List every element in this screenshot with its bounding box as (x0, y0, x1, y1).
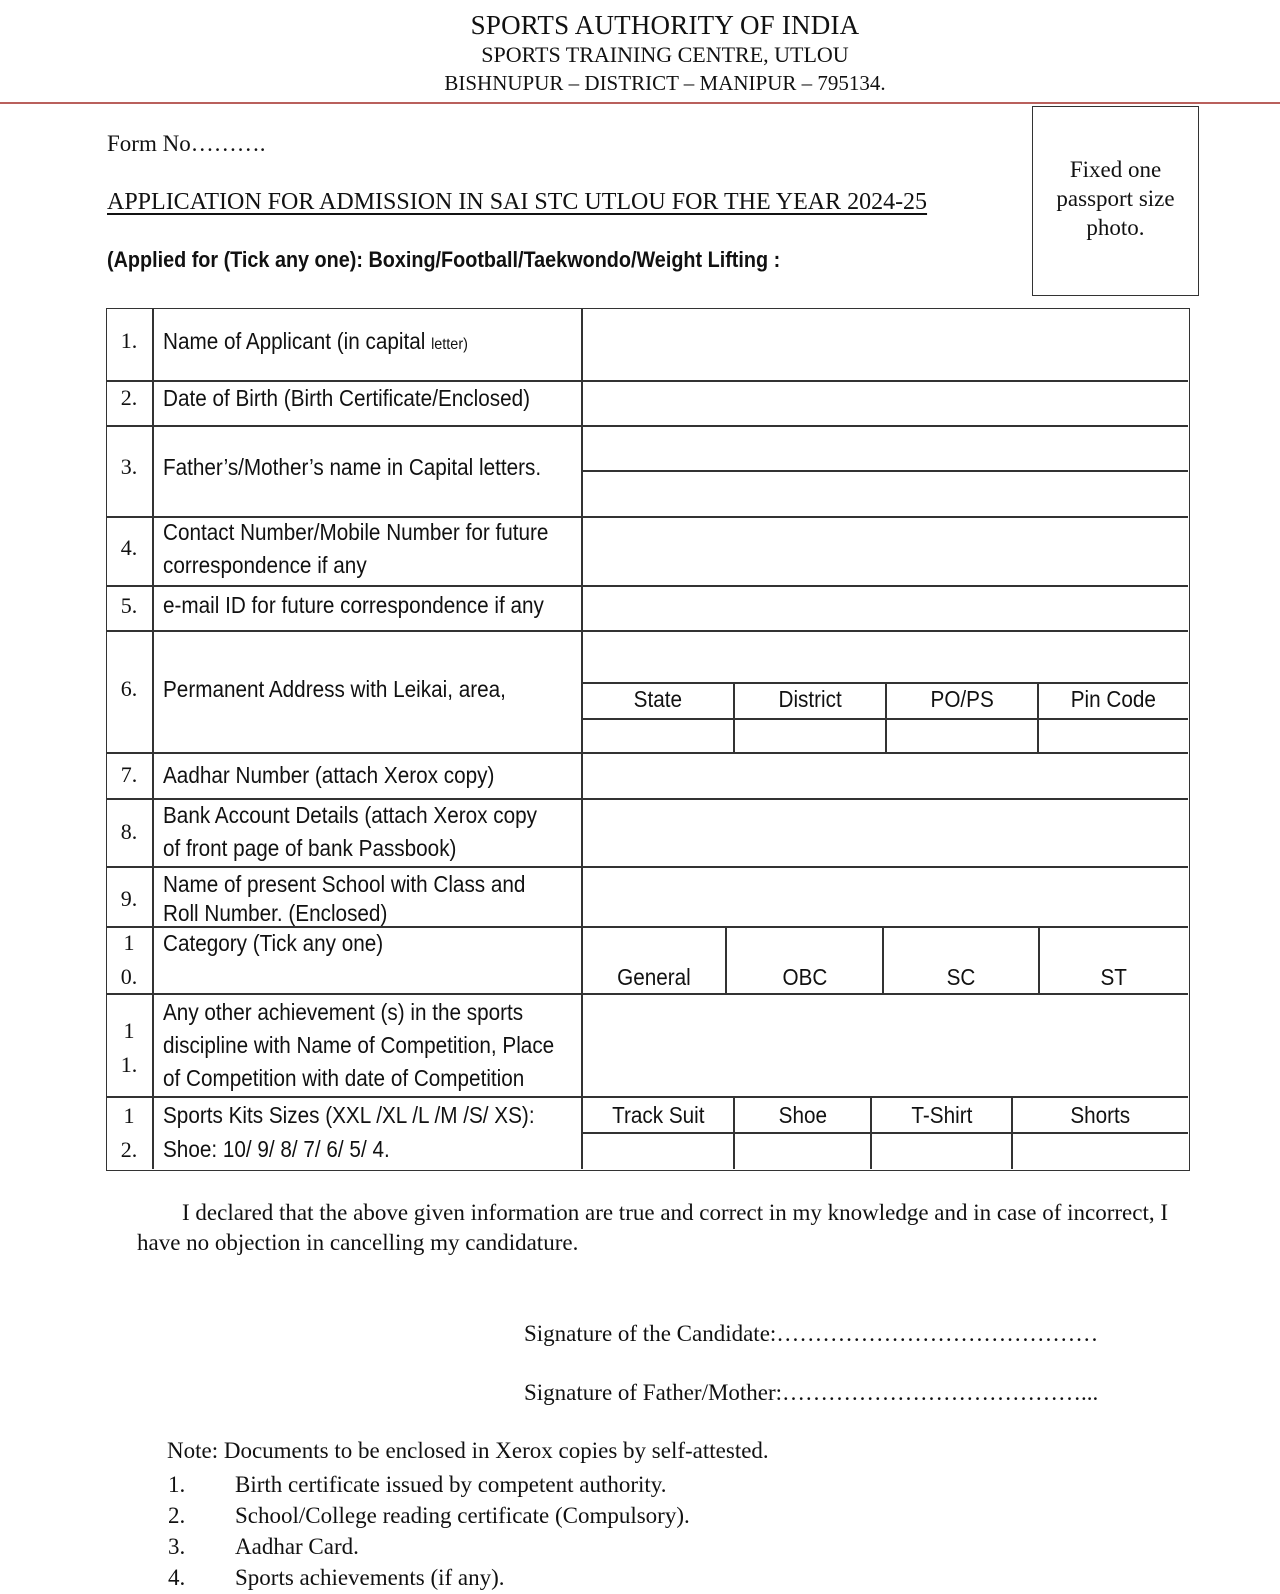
address-col-pin-code: Pin Code (1070, 686, 1156, 712)
category-option-st[interactable]: ST (1100, 964, 1127, 990)
row-number: 2. (120, 385, 138, 410)
row-number: 1 (123, 1018, 135, 1043)
state-field[interactable] (582, 719, 732, 751)
row-number: 5. (120, 593, 138, 618)
row-divider (107, 1096, 1188, 1098)
row-number: 6. (120, 676, 138, 701)
row-number: 2. (120, 1137, 138, 1162)
row-label: of Competition with date of Competition (163, 1065, 525, 1091)
row-label: correspondence if any (163, 552, 367, 578)
school-field[interactable] (582, 867, 1188, 924)
father-name-field[interactable] (582, 426, 1188, 468)
photo-box-label: Fixed one passport size photo. (1056, 157, 1175, 240)
list-item: 2. School/College reading certificate (Compulsory). (168, 1503, 690, 1528)
district-field[interactable] (734, 719, 884, 751)
address-col-po-ps: PO/PS (930, 686, 994, 712)
row-number: 4. (120, 535, 138, 560)
pin-code-field[interactable] (1038, 719, 1188, 751)
row-number: 9. (120, 886, 138, 911)
row-label: e-mail ID for future correspondence if any (163, 592, 544, 618)
date-of-birth-field[interactable] (582, 381, 1188, 423)
header-rule (0, 102, 1280, 104)
list-item: 3. Aadhar Card. (168, 1534, 359, 1559)
documents-list (168, 1469, 690, 1593)
row-label: Date of Birth (Birth Certificate/Enclosed) (163, 385, 531, 411)
list-item: 4. Sports achievements (if any). (168, 1565, 505, 1590)
list-item: 1. Birth certificate issued by competent authority. (168, 1472, 667, 1497)
row-number: 7. (120, 762, 138, 787)
category-option-general[interactable]: General (617, 964, 691, 990)
row-label: of front page of bank Passbook) (163, 835, 457, 861)
row-number: 1 (123, 1103, 135, 1128)
number-column-divider (152, 309, 154, 1169)
row-label: Shoe: 10/ 9/ 8/ 7/ 6/ 5/ 4. (163, 1136, 390, 1162)
shoe-size-field[interactable] (734, 1133, 869, 1169)
row-number: 8. (120, 819, 138, 844)
bank-account-field[interactable] (582, 799, 1188, 864)
row-number: 1. (120, 1052, 138, 1077)
row-number: 1 (123, 930, 135, 955)
category-option-sc[interactable]: SC (946, 964, 976, 990)
kit-col-t-shirt: T-Shirt (911, 1102, 972, 1128)
kit-col-shorts: Shorts (1070, 1102, 1130, 1128)
org-name: SPORTS AUTHORITY OF INDIA (470, 10, 860, 40)
signature-candidate-line[interactable]: Signature of the Candidate:…………………………………… (524, 1321, 1099, 1346)
email-field[interactable] (582, 586, 1188, 628)
row-label: Father’s/Mother’s name in Capital letters. (163, 454, 542, 480)
aadhar-number-field[interactable] (582, 753, 1188, 796)
row-label-small: letter) (431, 336, 468, 353)
applicant-name-field[interactable] (582, 310, 1188, 378)
shorts-size-field[interactable] (1012, 1133, 1188, 1169)
photo-box[interactable] (1032, 106, 1199, 296)
declaration-text: I declared that the above given information are true and correct in my knowledge and in case of incorrect, I have no objection in cancelling my candidature. (137, 1200, 1169, 1255)
kit-col-shoe: Shoe (778, 1102, 827, 1128)
signature-parent-line[interactable]: Signature of Father/Mother:…………………………………... (524, 1380, 1099, 1405)
note-heading: Note: Documents to be enclosed in Xerox copies by self-attested. (167, 1438, 769, 1463)
category-option-obc[interactable]: OBC (782, 964, 827, 990)
form-number: Form No………. (107, 131, 266, 156)
row-label: discipline with Name of Competition, Place (163, 1032, 555, 1058)
row-label: Category (Tick any one) (163, 930, 384, 956)
row-label-text: Name of Applicant (in capital (163, 328, 432, 354)
contact-number-field[interactable] (582, 517, 1188, 583)
applied-for-line: (Applied for (Tick any one): Boxing/Football/Taekwondo/Weight Lifting : (107, 247, 781, 272)
track-suit-size-field[interactable] (582, 1133, 732, 1169)
po-ps-field[interactable] (886, 719, 1036, 751)
address-field[interactable] (582, 631, 1188, 680)
achievements-field[interactable] (582, 995, 1188, 1095)
row-label: Permanent Address with Leikai, area, (163, 676, 506, 702)
row-number: 3. (120, 454, 138, 479)
row-label: Any other achievement (s) in the sports (163, 999, 524, 1025)
centre-address: BISHNUPUR – DISTRICT – MANIPUR – 795134. (444, 71, 886, 95)
address-col-district: District (778, 686, 842, 712)
centre-name: SPORTS TRAINING CENTRE, UTLOU (481, 42, 849, 67)
row-label: Name of present School with Class and (163, 871, 526, 897)
row-label: Contact Number/Mobile Number for future (163, 519, 549, 545)
row-label: Bank Account Details (attach Xerox copy (163, 802, 537, 828)
t-shirt-size-field[interactable] (871, 1133, 1010, 1169)
row-number: 1. (120, 328, 138, 353)
row-number: 0. (120, 964, 138, 989)
row-label: Roll Number. (Enclosed) (163, 900, 388, 926)
row-label: Aadhar Number (attach Xerox copy) (163, 762, 495, 788)
application-title: APPLICATION FOR ADMISSION IN SAI STC UTLOU FOR THE YEAR 2024-25 (107, 189, 928, 215)
row-label (163, 325, 541, 361)
mother-name-field[interactable] (582, 471, 1188, 514)
address-col-state: State (633, 686, 683, 712)
row-label: Sports Kits Sizes (XXL /XL /L /M /S/ XS): (163, 1102, 535, 1128)
kit-col-track-suit: Track Suit (611, 1102, 705, 1128)
